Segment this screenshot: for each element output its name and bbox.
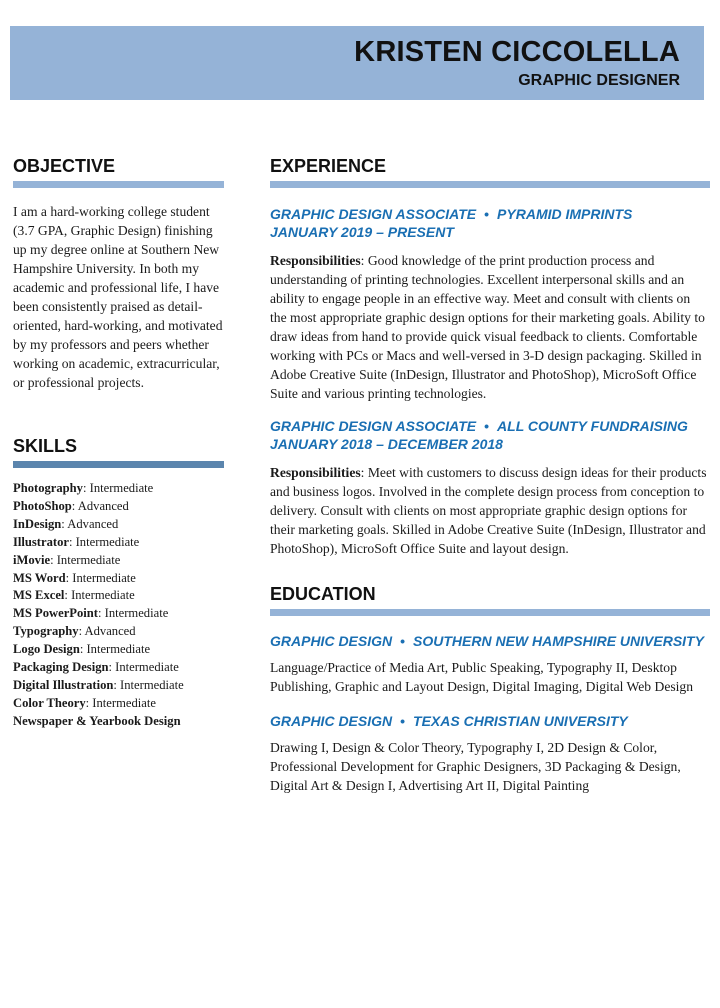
skill-item: Color Theory: Intermediate <box>13 695 156 710</box>
skill-item: InDesign: Advanced <box>13 516 119 531</box>
left-column <box>13 156 224 731</box>
objective-heading: OBJECTIVE <box>13 156 224 188</box>
job-title-line: GRAPHIC DESIGN ASSOCIATE • PYRAMID IMPRINTS <box>270 206 633 222</box>
skill-item: MS Excel: Intermediate <box>13 588 135 603</box>
job-entry <box>270 205 710 403</box>
skill-item: Logo Design: Intermediate <box>13 642 151 657</box>
skill-item: Packaging Design: Intermediate <box>13 660 179 675</box>
education-title: GRAPHIC DESIGN • TEXAS CHRISTIAN UNIVERSITY <box>270 713 628 729</box>
skill-item: PhotoShop: Advanced <box>13 498 129 513</box>
skill-item: Photography: Intermediate <box>13 481 154 495</box>
education-courses: Drawing I, Design & Color Theory, Typography I, 2D Design & Color, Professional Development for Graphic Designers, 3D Packaging & Design, Digital Art & Design I, Advertising Art II, Digital Painting <box>270 740 681 793</box>
job-dates: JANUARY 2019 – PRESENT <box>270 224 454 240</box>
education-courses: Language/Practice of Media Art, Public Speaking, Typography II, Desktop Publishing, Graphic and Layout Design, Digital Imaging, Digital Web Design <box>270 660 694 694</box>
candidate-name: KRISTEN CICCOLELLA <box>354 36 680 68</box>
job-title-line: GRAPHIC DESIGN ASSOCIATE • ALL COUNTY FUNDRAISING <box>270 418 688 434</box>
education-entry <box>270 712 710 795</box>
resume-header <box>10 26 704 100</box>
skill-item: Illustrator: Intermediate <box>13 534 140 549</box>
objective-text: I am a hard-working college student (3.7 GPA, Graphic Design) finishing up my degree online at Southern New Hampshire University. In both my academic and professional life, I have been consistently praised as detail-oriented, hard-working, and motivated by my professors and peers whether working on academic, extracurricular, or professional projects. <box>13 204 223 390</box>
job-description: Responsibilities: Good knowledge of the print production process and understanding of printing technologies. Excellent interpersonal skills and an ability to engage people in an effective way. Meet and consult with clients on the most appropriate graphic design options for their marketing goals. Ability to draw ideas from hand to provide quick visual feedback to clients. Comfortable working with PCs or Macs and well-versed in 3-D design packaging. Skilled in Adobe Creative Suite (InDesign, Illustrator and PhotoShop), MicroSoft Office Suite and various printing technologies. <box>270 253 705 401</box>
right-column <box>270 156 710 795</box>
candidate-role: GRAPHIC DESIGNER <box>518 72 680 89</box>
experience-heading: EXPERIENCE <box>270 156 710 188</box>
skill-item: iMovie: Intermediate <box>13 552 121 567</box>
education-title: GRAPHIC DESIGN • SOUTHERN NEW HAMPSHIRE UNIVERSITY <box>270 633 704 649</box>
skill-item: Newspaper & Yearbook Design <box>13 713 181 728</box>
skill-item: Typography: Advanced <box>13 624 136 639</box>
skills-heading: SKILLS <box>13 436 224 468</box>
job-dates: JANUARY 2018 – DECEMBER 2018 <box>270 436 503 452</box>
job-description: Responsibilities: Meet with customers to discuss design ideas for their products and business logos. Involved in the complete design process from conception to delivery. Consult with clients on most appropriate graphic design options for their marketing goals. Skilled in Adobe Creative Suite (InDesign, Illustrator and PhotoShop), MicroSoft Office Suite and layout design. <box>270 465 707 556</box>
job-entry <box>270 417 710 558</box>
skill-item: Digital Illustration: Intermediate <box>13 677 184 692</box>
education-entry <box>270 632 710 696</box>
skills-list <box>13 480 224 731</box>
education-heading: EDUCATION <box>270 584 710 616</box>
skill-item: MS Word: Intermediate <box>13 570 136 585</box>
skill-item: MS PowerPoint: Intermediate <box>13 606 169 621</box>
